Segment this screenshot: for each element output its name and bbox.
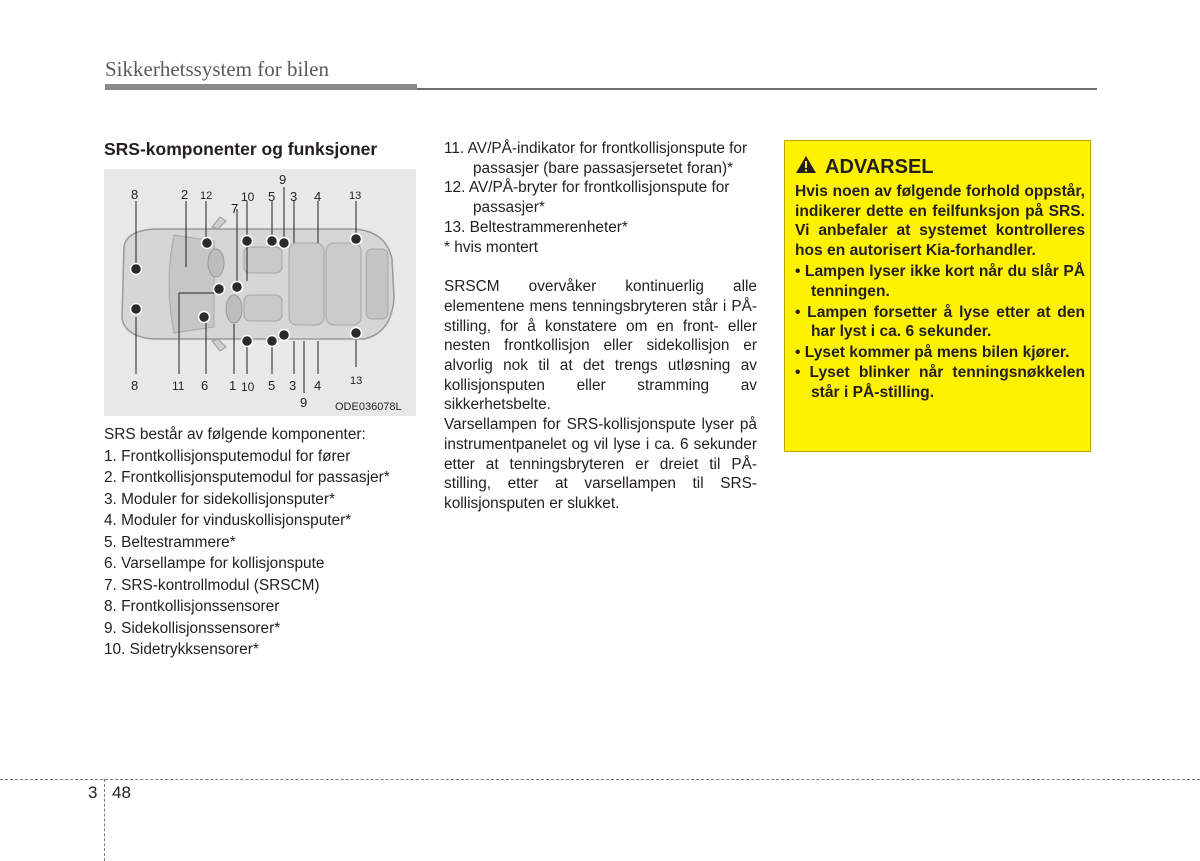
list-item: 3. Moduler for sidekollisjonsputer* <box>104 490 335 508</box>
list-item: 8. Frontkollisjonssensorer <box>104 598 280 615</box>
figure-label-top: 10 <box>241 190 255 204</box>
figure-label-bottom: 1 <box>229 378 237 393</box>
figure-label-top: 9 <box>279 172 287 187</box>
figure-label-top: 5 <box>268 189 276 204</box>
footer-margin-divider <box>104 779 105 861</box>
figure-label-bottom: 13 <box>350 375 363 387</box>
page-number: 48 <box>112 783 131 802</box>
warning-title-text: ADVARSEL <box>825 156 934 178</box>
components-list-continued <box>444 139 757 514</box>
figure-label-top: 7 <box>231 201 239 216</box>
figure-caption: ODE036078L <box>335 401 402 413</box>
warning-bullets <box>795 262 1085 402</box>
figure-label-bottom: 6 <box>201 378 209 393</box>
components-list-section <box>104 424 424 661</box>
components-list <box>104 446 424 661</box>
footer-divider <box>0 779 1200 780</box>
list-item: 11. AV/PÅ-indikator for frontkollisjonspute for passasjer (bare passasjersetet foran)* <box>444 140 748 177</box>
figure-label-bottom: 5 <box>268 378 276 393</box>
components-lead: SRS består av følgende komponenter: <box>104 426 366 443</box>
list-item: 1. Frontkollisjonsputemodul for fører <box>104 447 351 465</box>
list-item: 6. Varsellampe for kollisjonspute <box>104 555 325 572</box>
section-heading: SRS-komponenter og funksjoner <box>104 139 378 159</box>
list-item: • Lampen lyser ikke kort når du slår PÅ tenningen. <box>795 263 1085 300</box>
figure-label-top: 4 <box>314 189 322 204</box>
list-item: 5. Beltestrammere* <box>104 533 236 551</box>
list-item: 13. Beltestrammerenheter* <box>444 218 628 236</box>
figure-label-top: 3 <box>290 189 298 204</box>
header-rule-dark <box>105 84 417 90</box>
list-item: 9. Sidekollisjonssensorer* <box>104 619 281 637</box>
list-item: 12. AV/PÅ-bryter for frontkollisjonspute for passasjer* <box>444 179 730 217</box>
chapter-number: 3 <box>88 783 98 802</box>
warning-box <box>784 140 1091 452</box>
figure-label-bottom: 11 <box>172 379 185 393</box>
airbag-component-diagram <box>104 169 416 416</box>
list-item: • Lyset blinker når tenningsnøkkelen står i PÅ-stilling. <box>795 364 1085 401</box>
list-item: • Lampen forsetter å lyse etter at den har lyst i ca. 6 sekunder. <box>795 303 1085 341</box>
page-header-title: Sikkerhetssystem for bilen <box>105 57 329 81</box>
header-rule-light <box>417 88 1097 90</box>
figure-label-top: 8 <box>131 187 139 202</box>
figure-label-top: 2 <box>181 187 189 202</box>
warning-lamp-paragraph: Varsellampen for SRS-kollisjonspute lyser på instrumentpanelet og vil lyse i ca. 6 sekunder etter at tenningsbryteren er dreiet til PÅ-stilling, etter at varsellampen til SRS-kollisjonsputen er slukket. <box>444 416 757 512</box>
figure-label-bottom: 8 <box>131 378 139 393</box>
figure-label-top: 13 <box>349 190 362 202</box>
list-item: 4. Moduler for vinduskollisjonsputer* <box>104 512 352 529</box>
components-list-continued-items <box>444 139 757 238</box>
car-top-view-illustration <box>104 169 416 416</box>
figure-label-top: 12 <box>200 190 213 202</box>
warning-triangle-icon <box>795 155 817 180</box>
figure-label-bottom: 9 <box>300 395 308 410</box>
figure-label-bottom: 10 <box>241 380 255 394</box>
warning-body <box>795 182 1085 404</box>
warning-title <box>795 155 934 180</box>
list-item: 2. Frontkollisjonsputemodul for passasjer* <box>104 469 390 486</box>
list-item: 7. SRS-kontrollmodul (SRSCM) <box>104 576 320 594</box>
list-item: 10. Sidetrykksensorer* <box>104 641 259 658</box>
list-item: • Lyset kommer på mens bilen kjører. <box>795 343 1070 361</box>
warning-intro: Hvis noen av følgende forhold oppstår, indikerer dette en feilfunksjon på SRS. Vi anbefaler at systemet kontrolleres hos en autorisert Kia-forhandler. <box>795 183 1085 259</box>
figure-label-bottom: 4 <box>314 378 322 393</box>
figure-label-bottom: 3 <box>289 378 297 393</box>
footnote: * hvis montert <box>444 238 539 256</box>
srscm-paragraph: SRSCM overvåker kontinuerlig alle elementene mens tenningsbryteren står i PÅ-stilling, for å konstatere om en front- eller nesten frontkollisjon eller sidekollisjon er alvorlig nok til at det trengs utløsning av kollisjonsputen eller stramming av sikkerhetsbelte. <box>444 278 757 414</box>
